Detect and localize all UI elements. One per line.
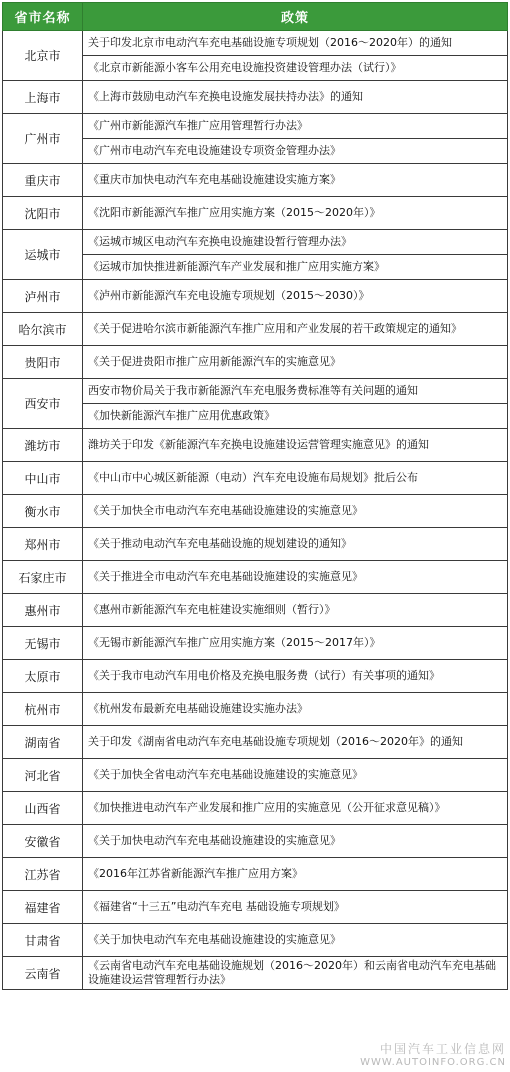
province-cell: 上海市 [3,81,83,114]
watermark-chinese: 中国汽车工业信息网 [379,1042,506,1056]
province-cell: 西安市 [3,379,83,429]
policy-cell: 《加快新能源汽车推广应用优惠政策》 [83,404,508,429]
policy-cell: 《关于加快全市电动汽车充电基础设施建设的实施意见》 [83,495,508,528]
province-cell: 贵阳市 [3,346,83,379]
province-cell: 衡水市 [3,495,83,528]
header-policy: 政策 [83,3,508,31]
province-cell: 泸州市 [3,280,83,313]
policy-cell: 《关于推进全市电动汽车充电基础设施建设的实施意见》 [83,561,508,594]
policy-cell: 《关于我市电动汽车用电价格及充换电服务费（试行）有关事项的通知》 [83,660,508,693]
policy-cell: 关于印发《湖南省电动汽车充电基础设施专项规划（2016～2020年》的通知 [83,726,508,759]
policy-cell: 《重庆市加快电动汽车充电基础设施建设实施方案》 [83,164,508,197]
watermark [360,1043,506,1069]
policy-cell: 《福建省“十三五”电动汽车充电 基础设施专项规划》 [83,891,508,924]
table-row [3,759,508,792]
policy-cell: 《泸州市新能源汽车充电设施专项规划（2015～2030）》 [83,280,508,313]
table-row [3,346,508,379]
policy-cell: 《惠州市新能源汽车充电桩建设实施细则（暂行）》 [83,594,508,627]
table-row [3,379,508,404]
policy-table-container [2,2,507,990]
policy-cell: 《关于加快全省电动汽车充电基础设施建设的实施意见》 [83,759,508,792]
province-cell: 广州市 [3,114,83,164]
table-row [3,924,508,957]
table-row [3,891,508,924]
policy-cell: 《加快推进电动汽车产业发展和推广应用的实施意见（公开征求意见稿）》 [83,792,508,825]
table-row [3,164,508,197]
table-body [3,31,508,990]
province-cell: 运城市 [3,230,83,280]
province-cell: 湖南省 [3,726,83,759]
table-row [3,693,508,726]
province-cell: 中山市 [3,462,83,495]
province-cell: 哈尔滨市 [3,313,83,346]
province-cell: 北京市 [3,31,83,81]
province-cell: 重庆市 [3,164,83,197]
province-cell: 无锡市 [3,627,83,660]
policy-cell: 关于印发北京市电动汽车充电基础设施专项规划（2016～2020年）的通知 [83,31,508,56]
policy-cell: 《关于推动电动汽车充电基础设施的规划建设的通知》 [83,528,508,561]
policy-cell: 《2016年江苏省新能源汽车推广应用方案》 [83,858,508,891]
policy-cell: 《中山市中心城区新能源（电动）汽车充电设施布局规划》批后公布 [83,462,508,495]
table-row [3,594,508,627]
header-province: 省市名称 [3,3,83,31]
table-header-row [3,3,508,31]
policy-cell: 潍坊关于印发《新能源汽车充换电设施建设运营管理实施意见》的通知 [83,429,508,462]
table-row [3,660,508,693]
policy-cell: 《沈阳市新能源汽车推广应用实施方案（2015～2020年）》 [83,197,508,230]
province-cell: 甘肃省 [3,924,83,957]
table-row [3,462,508,495]
table-row [3,81,508,114]
table-row [3,726,508,759]
policy-cell: 《北京市新能源小客车公用充电设施投资建设管理办法（试行）》 [83,56,508,81]
policy-cell: 《杭州发布最新充电基础设施建设实施办法》 [83,693,508,726]
table-row [3,627,508,660]
table-row [3,114,508,139]
province-cell: 惠州市 [3,594,83,627]
province-cell: 福建省 [3,891,83,924]
policy-cell: 《关于促进贵阳市推广应用新能源汽车的实施意见》 [83,346,508,379]
province-cell: 杭州市 [3,693,83,726]
table-row [3,197,508,230]
table-row [3,561,508,594]
table-row [3,495,508,528]
policy-cell: 《关于加快电动汽车充电基础设施建设的实施意见》 [83,924,508,957]
policy-cell: 《广州市电动汽车充电设施建设专项资金管理办法》 [83,139,508,164]
table-row [3,792,508,825]
policy-cell: 《关于加快电动汽车充电基础设施建设的实施意见》 [83,825,508,858]
policy-cell: 《上海市鼓励电动汽车充换电设施发展扶持办法》的通知 [83,81,508,114]
table-row [3,313,508,346]
policy-cell: 《无锡市新能源汽车推广应用实施方案（2015～2017年）》 [83,627,508,660]
policy-cell: 《运城市加快推进新能源汽车产业发展和推广应用实施方案》 [83,255,508,280]
province-cell: 郑州市 [3,528,83,561]
province-cell: 太原市 [3,660,83,693]
policy-cell: 《云南省电动汽车充电基础设施规划（2016～2020年）和云南省电动汽车充电基础设施建设运营管理暂行办法》 [83,957,508,990]
province-cell: 石家庄市 [3,561,83,594]
province-cell: 安徽省 [3,825,83,858]
table-row [3,429,508,462]
policy-cell: 《广州市新能源汽车推广应用管理暂行办法》 [83,114,508,139]
policy-cell: 西安市物价局关于我市新能源汽车充电服务费标准等有关问题的通知 [83,379,508,404]
province-cell: 潍坊市 [3,429,83,462]
policy-cell: 《关于促进哈尔滨市新能源汽车推广应用和产业发展的若干政策规定的通知》 [83,313,508,346]
table-row [3,31,508,56]
table-row [3,528,508,561]
table-row [3,280,508,313]
table-row [3,858,508,891]
policy-table [2,2,508,990]
province-cell: 云南省 [3,957,83,990]
policy-cell: 《运城市城区电动汽车充换电设施建设暂行管理办法》 [83,230,508,255]
province-cell: 河北省 [3,759,83,792]
province-cell: 沈阳市 [3,197,83,230]
province-cell: 江苏省 [3,858,83,891]
table-row [3,230,508,255]
province-cell: 山西省 [3,792,83,825]
table-row [3,825,508,858]
watermark-url: WWW.AUTOINFO.ORG.CN [360,1057,506,1068]
table-row [3,957,508,990]
